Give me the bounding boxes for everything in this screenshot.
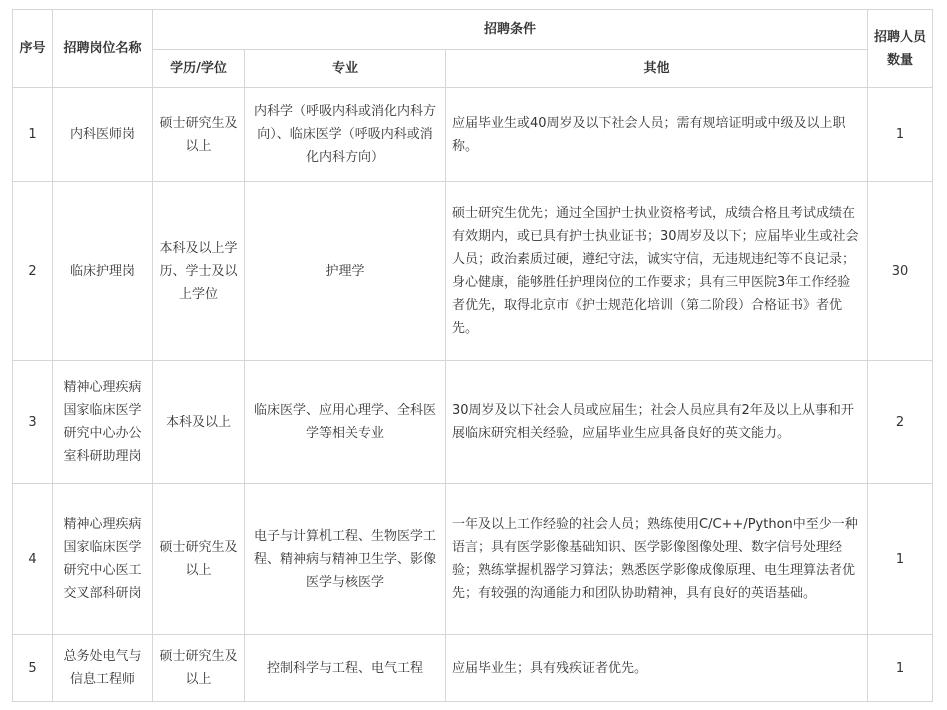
header-other: 其他 <box>446 50 868 88</box>
header-conditions: 招聘条件 <box>153 10 868 50</box>
cell-other: 应届毕业生；具有残疾证者优先。 <box>446 635 868 702</box>
cell-position: 总务处电气与信息工程师 <box>53 635 153 702</box>
cell-count: 1 <box>868 484 933 635</box>
cell-major: 控制科学与工程、电气工程 <box>245 635 446 702</box>
cell-count: 1 <box>868 88 933 182</box>
header-row <box>13 10 933 50</box>
recruitment-table <box>12 9 933 702</box>
header-major: 专业 <box>245 50 446 88</box>
cell-no: 4 <box>13 484 53 635</box>
header-count: 招聘人员数量 <box>868 10 933 88</box>
header-position: 招聘岗位名称 <box>53 10 153 88</box>
cell-other: 30周岁及以下社会人员或应届生；社会人员应具有2年及以上从事和开展临床研究相关经验，应届毕业生应具备良好的英文能力。 <box>446 361 868 484</box>
cell-education: 硕士研究生及以上 <box>153 88 245 182</box>
cell-no: 2 <box>13 182 53 361</box>
cell-no: 1 <box>13 88 53 182</box>
cell-other: 硕士研究生优先；通过全国护士执业资格考试，成绩合格且考试成绩在有效期内，或已具有护士执业证书；30周岁及以下；应届毕业生或社会人员；政治素质过硬，遵纪守法，诚实守信，无违规违纪等不良记录；身心健康，能够胜任护理岗位的工作要求；具有三甲医院3年工作经验者优先，取得北京市《护士规范化培训（第二阶段）合格证书》者优先。 <box>446 182 868 361</box>
cell-other: 应届毕业生或40周岁及以下社会人员；需有规培证明或中级及以上职称。 <box>446 88 868 182</box>
cell-major: 内科学（呼吸内科或消化内科方向）、临床医学（呼吸内科或消化内科方向） <box>245 88 446 182</box>
cell-education: 硕士研究生及以上 <box>153 484 245 635</box>
cell-position: 精神心理疾病国家临床医学研究中心办公室科研助理岗 <box>53 361 153 484</box>
cell-count: 30 <box>868 182 933 361</box>
table-row <box>13 484 933 635</box>
table-row <box>13 182 933 361</box>
cell-position: 内科医师岗 <box>53 88 153 182</box>
cell-major: 电子与计算机工程、生物医学工程、精神病与精神卫生学、影像医学与核医学 <box>245 484 446 635</box>
cell-count: 1 <box>868 635 933 702</box>
cell-education: 本科及以上 <box>153 361 245 484</box>
cell-count: 2 <box>868 361 933 484</box>
cell-position: 精神心理疾病国家临床医学研究中心医工交叉部科研岗 <box>53 484 153 635</box>
cell-position: 临床护理岗 <box>53 182 153 361</box>
cell-no: 3 <box>13 361 53 484</box>
cell-education: 硕士研究生及以上 <box>153 635 245 702</box>
cell-education: 本科及以上学历、学士及以上学位 <box>153 182 245 361</box>
header-no: 序号 <box>13 10 53 88</box>
table-row <box>13 635 933 702</box>
cell-no: 5 <box>13 635 53 702</box>
cell-other: 一年及以上工作经验的社会人员；熟练使用C/C++/Python中至少一种语言；具有医学影像基础知识、医学影像图像处理、数字信号处理经验；熟练掌握机器学习算法；熟悉医学影像成像原理、电生理算法者优先；有较强的沟通能力和团队协助精神，具有良好的英语基础。 <box>446 484 868 635</box>
table-row <box>13 361 933 484</box>
header-education: 学历/学位 <box>153 50 245 88</box>
table-row <box>13 88 933 182</box>
cell-major: 临床医学、应用心理学、全科医学等相关专业 <box>245 361 446 484</box>
cell-major: 护理学 <box>245 182 446 361</box>
